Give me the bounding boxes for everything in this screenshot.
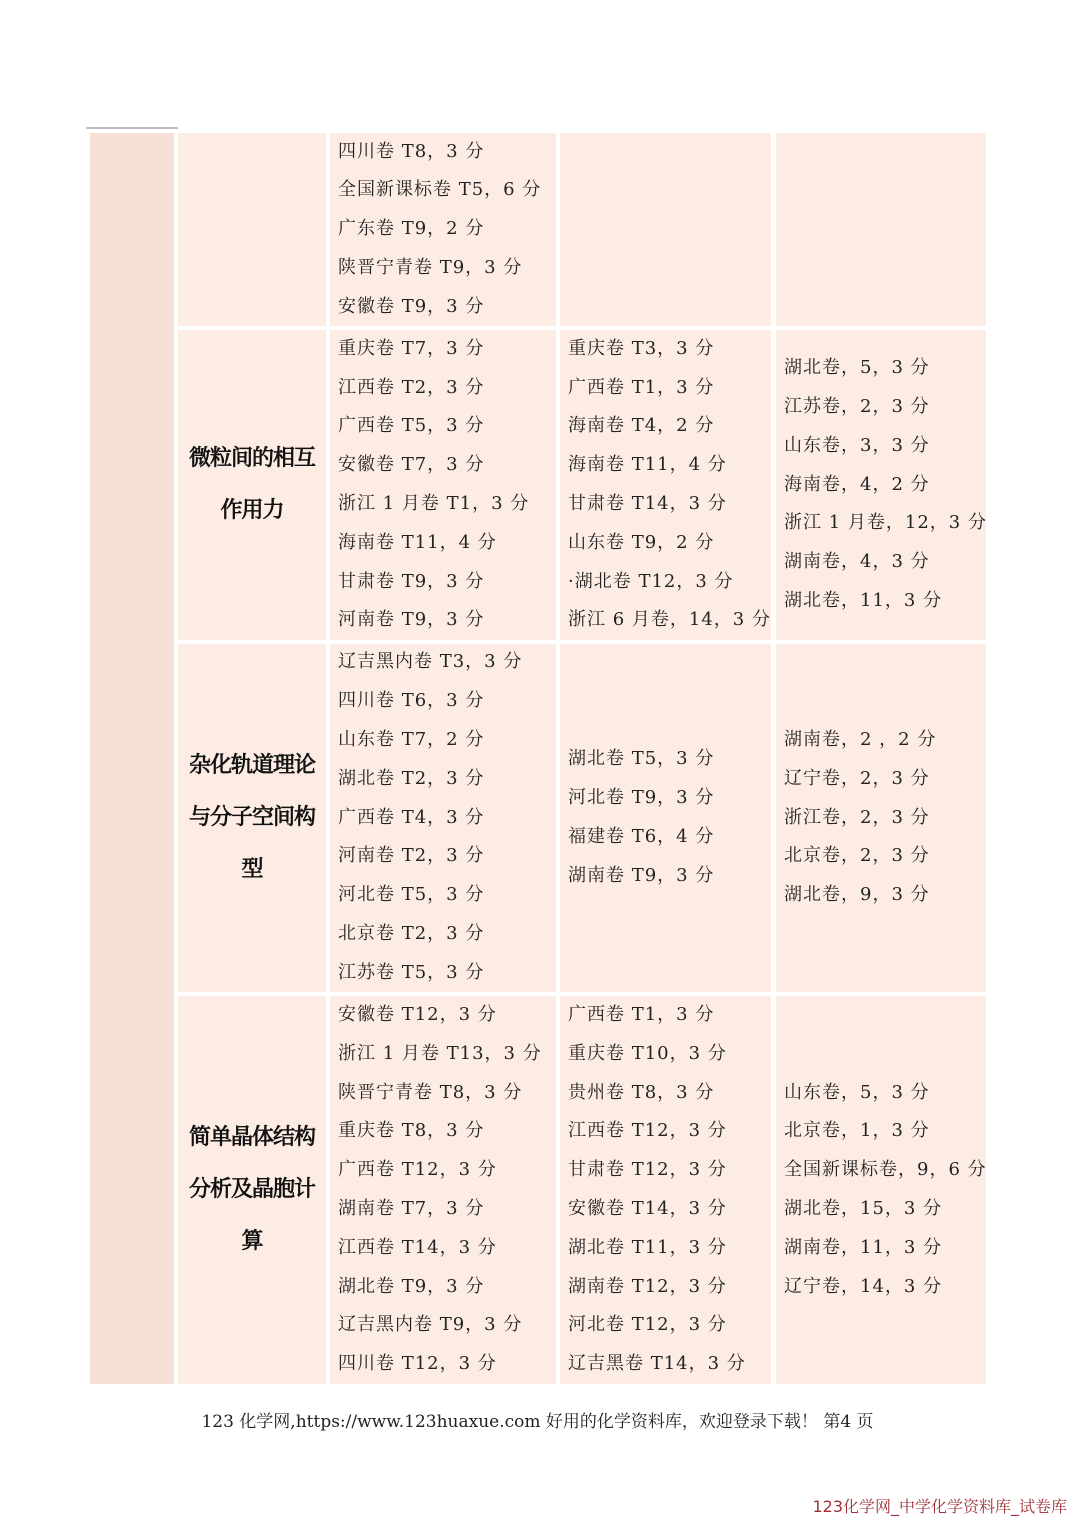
list-line: 浙江 1 月卷，12，3 分 xyxy=(784,512,987,534)
list-line: 辽吉黑内卷 T9，3 分 xyxy=(338,1314,523,1336)
list-line: 四川卷 T8，3 分 xyxy=(338,140,485,162)
list-line: 陕晋宁青卷 T9，3 分 xyxy=(338,256,523,278)
list-line: 江西卷 T14，3 分 xyxy=(338,1236,497,1258)
list-line: 北京卷 T2，3 分 xyxy=(338,923,485,944)
top-rule xyxy=(86,127,178,129)
row-title-cell xyxy=(178,644,326,992)
list-line: 辽吉黑卷 T14，3 分 xyxy=(568,1353,746,1375)
list-line: 福建卷 T6，4 分 xyxy=(568,826,715,847)
list-line: 山东卷 T9，2 分 xyxy=(568,531,715,553)
list-line: 河南卷 T2，3 分 xyxy=(338,845,485,867)
list-line: 湖南卷，4，3 分 xyxy=(784,551,930,573)
list-line: 北京卷，1，3 分 xyxy=(784,1120,930,1142)
list-line: 湖南卷，11，3 分 xyxy=(784,1236,943,1258)
left-column-band xyxy=(90,133,174,1384)
list-line: 山东卷，5，3 分 xyxy=(784,1081,930,1103)
list-line: 海南卷 T11，4 分 xyxy=(568,454,727,476)
row-title: 简单晶体结构 分析及晶胞计 算 xyxy=(188,1125,315,1254)
list-cell-b xyxy=(560,330,771,640)
list-line: 湖北卷，9，3 分 xyxy=(784,884,930,906)
list-line: 广东卷 T9，2 分 xyxy=(338,218,485,240)
list-line: 广西卷 T1，3 分 xyxy=(568,1004,715,1026)
list-cell-b xyxy=(560,133,771,326)
list-line: 湖南卷 T12，3 分 xyxy=(568,1275,727,1297)
list-line: 全国新课标卷 T5，6 分 xyxy=(338,179,542,201)
list-line: 湖北卷，15，3 分 xyxy=(784,1198,943,1219)
list-cell-b xyxy=(560,996,771,1384)
list-line: 浙江 6 月卷，14，3 分 xyxy=(568,609,771,631)
list-line: 安徽卷 T14，3 分 xyxy=(568,1198,727,1219)
list-line: 四川卷 T6，3 分 xyxy=(338,690,485,712)
list-line: 甘肃卷 T12，3 分 xyxy=(568,1159,727,1181)
page-footer: 123 化学网,https://www.123huaxue.com 好用的化学资料库，欢迎登录下载！ 第4 页 xyxy=(201,1412,874,1432)
list-cell-a xyxy=(330,133,556,326)
list-cell-c xyxy=(776,644,986,992)
list-line: 辽宁卷，14，3 分 xyxy=(784,1275,943,1297)
row-title: 微粒间的相互 作用力 xyxy=(188,446,315,523)
list-line: 浙江卷，2，3 分 xyxy=(784,806,930,828)
list-line: 广西卷 T4，3 分 xyxy=(338,806,485,828)
list-line: 河南卷 T9，3 分 xyxy=(338,609,485,631)
list-line: 广西卷 T12，3 分 xyxy=(338,1159,497,1181)
list-line: 河北卷 T5，3 分 xyxy=(338,884,485,906)
list-line: 北京卷，2，3 分 xyxy=(784,845,930,867)
list-line: 河北卷 T12，3 分 xyxy=(568,1314,727,1336)
list-line: 海南卷，4，2 分 xyxy=(784,473,930,495)
list-line: 甘肃卷 T14，3 分 xyxy=(568,493,727,514)
list-line: 安徽卷 T7，3 分 xyxy=(338,454,485,476)
list-cell-c xyxy=(776,133,986,326)
list-cell-b xyxy=(560,644,771,992)
list-line: 湖南卷，2 ，2 分 xyxy=(784,729,937,750)
list-cell-c xyxy=(776,996,986,1384)
list-line: 江苏卷，2，3 分 xyxy=(784,396,930,417)
list-line: 湖北卷 T9，3 分 xyxy=(338,1275,485,1297)
list-line: 海南卷 T11，4 分 xyxy=(338,531,497,553)
list-line: 湖北卷 T11，3 分 xyxy=(568,1236,727,1258)
row-title-cell xyxy=(178,330,326,640)
list-line: 广西卷 T1，3 分 xyxy=(568,376,715,398)
row-title: 杂化轨道理论 与分子空间构 型 xyxy=(188,753,315,882)
site-watermark: 123化学网_中学化学资料库_试卷库 xyxy=(812,1497,1067,1516)
list-line: 海南卷 T4，2 分 xyxy=(568,415,715,437)
list-line: 辽吉黑内卷 T3，3 分 xyxy=(338,651,523,673)
list-line: 重庆卷 T10，3 分 xyxy=(568,1042,727,1064)
list-line: 江西卷 T2，3 分 xyxy=(338,376,485,398)
list-line: 甘肃卷 T9，3 分 xyxy=(338,570,485,592)
list-line: 贵州卷 T8，3 分 xyxy=(568,1081,715,1103)
list-line: 湖南卷 T9，3 分 xyxy=(568,864,715,886)
exam-table xyxy=(90,133,986,1384)
list-line: 山东卷，3，3 分 xyxy=(784,434,930,456)
list-line: 安徽卷 T12，3 分 xyxy=(338,1004,497,1026)
list-line: 陕晋宁青卷 T8，3 分 xyxy=(338,1081,523,1103)
list-line: 河北卷 T9，3 分 xyxy=(568,787,715,809)
list-line: 湖北卷 T5，3 分 xyxy=(568,748,715,770)
list-line: 湖南卷 T7，3 分 xyxy=(338,1198,485,1219)
list-line: 全国新课标卷，9，6 分 xyxy=(784,1159,987,1181)
list-line: 浙江 1 月卷 T1，3 分 xyxy=(338,493,530,514)
list-line: 辽宁卷，2，3 分 xyxy=(784,767,930,789)
list-line: 重庆卷 T7，3 分 xyxy=(338,337,485,359)
row-title-cell xyxy=(178,996,326,1384)
list-line: 重庆卷 T8，3 分 xyxy=(338,1120,485,1142)
list-line: 湖北卷 T2，3 分 xyxy=(338,767,485,789)
row-title-cell xyxy=(178,133,326,326)
list-line: 浙江 1 月卷 T13，3 分 xyxy=(338,1042,542,1064)
list-cell-a xyxy=(330,644,556,992)
list-line: 重庆卷 T3，3 分 xyxy=(568,337,715,359)
list-line: ·湖北卷 T12，3 分 xyxy=(568,570,734,592)
list-cell-a xyxy=(330,330,556,640)
list-line: 江西卷 T12，3 分 xyxy=(568,1120,727,1142)
list-line: 湖北卷，5，3 分 xyxy=(784,357,930,379)
list-line: 四川卷 T12，3 分 xyxy=(338,1353,497,1375)
list-line: 江苏卷 T5，3 分 xyxy=(338,961,485,983)
list-line: 安徽卷 T9，3 分 xyxy=(338,295,485,317)
list-line: 广西卷 T5，3 分 xyxy=(338,415,485,437)
list-cell-a xyxy=(330,996,556,1384)
list-line: 山东卷 T7，2 分 xyxy=(338,729,485,751)
list-cell-c xyxy=(776,330,986,640)
list-line: 湖北卷，11，3 分 xyxy=(784,589,943,611)
